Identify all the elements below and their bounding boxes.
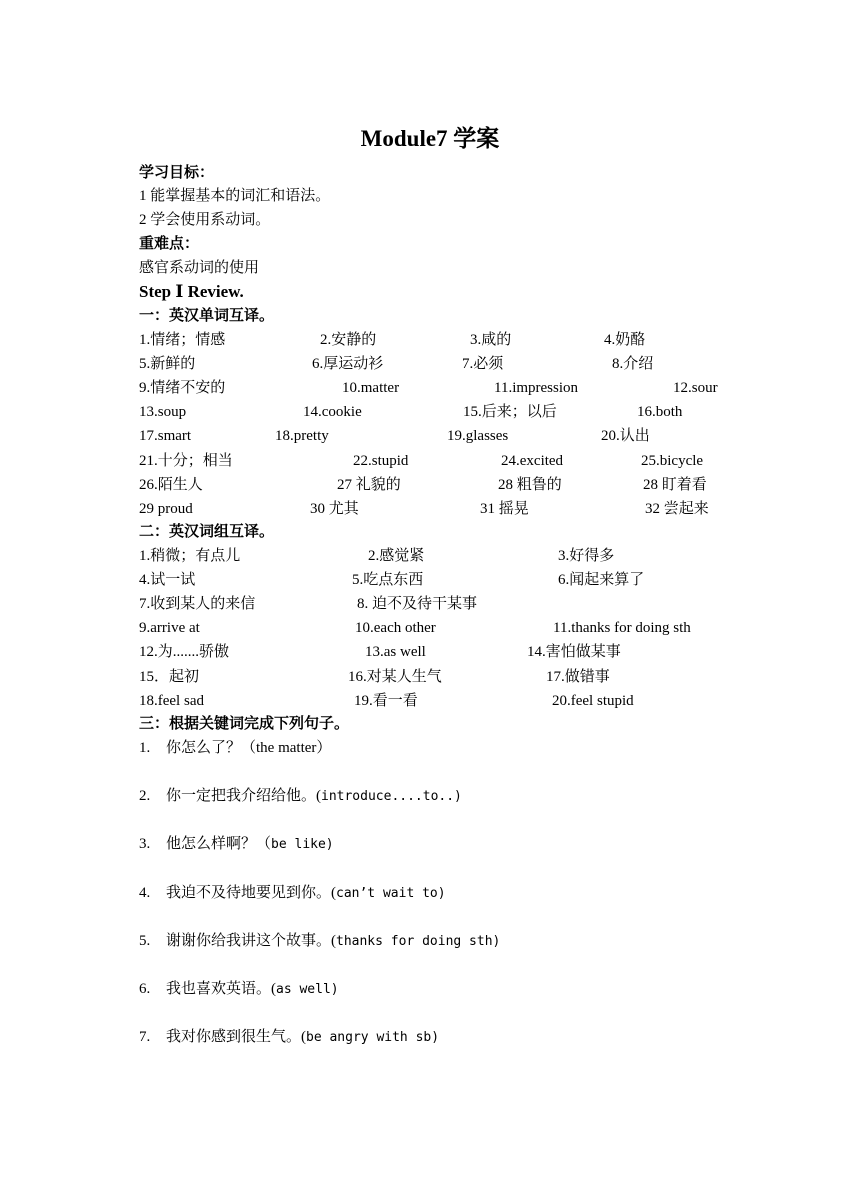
sentence-number: 1. (139, 740, 151, 756)
phrase-item: 19.看一看 (354, 692, 418, 709)
word-item: 11.impression (494, 380, 579, 397)
phrase-item: 1.稍微；有点儿 (139, 548, 241, 564)
word-item: 1.情绪；情感 (139, 332, 226, 348)
step-heading: Step Ⅰ Review. (139, 282, 244, 301)
word-item: 26.陌生人 (139, 476, 203, 493)
word-item: 2.安静的 (320, 332, 377, 348)
phrase-item: 7.收到某人的来信 (139, 596, 256, 613)
sentence-keyword-hint: introduce....to..) (321, 789, 462, 805)
word-item: 8.介绍 (612, 356, 654, 373)
word-item: 21.十分；相当 (139, 452, 233, 469)
sentence-chinese: 我对你感到很生气。( (166, 1029, 306, 1046)
phrase-item: 15．起初 (139, 668, 200, 685)
word-item: 29 proud (139, 500, 193, 517)
goal-1: 1 能掌握基本的词汇和语法。 (139, 188, 331, 204)
word-item: 4.奶酪 (604, 332, 646, 348)
sentence-number: 6. (139, 981, 151, 997)
phrase-item: 5.吃点东西 (352, 572, 424, 589)
word-item: 28 盯着看 (643, 476, 707, 493)
word-item: 14.cookie (303, 404, 362, 421)
word-item: 7.必须 (462, 356, 504, 373)
sentence-chinese: 你一定把我介绍给他。( (166, 788, 321, 805)
phrase-item: 6.闻起来算了 (558, 572, 645, 589)
word-item: 9.情绪不安的 (139, 380, 226, 397)
word-item: 27 礼貌的 (337, 476, 401, 493)
phrase-item: 11.thanks for doing sth (553, 620, 691, 637)
sentence-chinese: 他怎么样啊？（ (166, 836, 272, 853)
sentence-prompt (166, 979, 339, 1000)
phrase-item: 16.对某人生气 (348, 668, 442, 685)
sentence-prompt (166, 883, 446, 904)
sentence-chinese: 你怎么了？（ (166, 740, 257, 756)
word-item: 32 尝起来 (645, 500, 709, 517)
sentence-keyword-hint: be angry with sb) (306, 1030, 440, 1046)
sentence-chinese: 谢谢你给我讲这个故事。( (166, 932, 336, 949)
word-item: 5.新鲜的 (139, 356, 196, 373)
sentence-number: 2. (139, 788, 151, 805)
sentence-prompt (166, 931, 500, 952)
key-heading: 重难点： (139, 236, 200, 252)
phrase-item: 2.感觉紧 (368, 548, 425, 564)
sentence-prompt (166, 1027, 439, 1048)
phrase-item: 20.feel stupid (552, 692, 634, 709)
word-item: 24.excited (501, 452, 564, 469)
phrase-item: 4.试一试 (139, 572, 196, 589)
word-item: 6.厚运动衫 (312, 356, 384, 373)
sentence-keyword-hint: can’t wait to) (336, 885, 446, 901)
phrase-item: 13.as well (365, 644, 426, 661)
phrase-item: 12.为.......骄傲 (139, 644, 230, 661)
sentence-prompt (166, 738, 331, 758)
word-item: 22.stupid (353, 452, 409, 469)
word-item: 15.后来；以后 (463, 404, 557, 421)
sentence-number: 3. (139, 836, 151, 853)
word-item: 30 尤其 (310, 500, 359, 517)
sentence-keyword-hint: the matter） (256, 740, 332, 756)
sentence-chinese: 我迫不及待地要见到你。( (166, 884, 336, 901)
word-item: 28 粗鲁的 (498, 476, 562, 493)
word-item: 10.matter (342, 380, 400, 397)
part3-heading: 三：根据关键词完成下列句子。 (139, 716, 350, 732)
word-item: 17.smart (139, 428, 192, 445)
sentence-keyword-hint: thanks for doing sth) (336, 933, 501, 949)
sentence-number: 7. (139, 1029, 151, 1046)
phrase-item: 3.好得多 (558, 548, 615, 564)
word-item: 12.sour (673, 380, 718, 397)
word-item: 31 摇晃 (480, 500, 529, 517)
sentence-number: 5. (139, 932, 151, 949)
sentence-keyword-hint: as well) (276, 982, 339, 997)
phrase-item: 14.害怕做某事 (527, 644, 621, 661)
phrase-item: 10.each other (355, 620, 436, 637)
word-item: 3.咸的 (470, 332, 512, 348)
word-item: 13.soup (139, 404, 187, 421)
goals-heading: 学习目标： (139, 165, 215, 181)
sentence-prompt (166, 786, 462, 807)
word-item: 25.bicycle (641, 452, 704, 469)
phrase-item: 17.做错事 (546, 668, 610, 685)
sentence-number: 4. (139, 884, 151, 901)
goal-2: 2 学会使用系动词。 (139, 212, 271, 228)
part1-heading: 一：英汉单词互译。 (139, 308, 275, 324)
key-text: 感官系动词的使用 (139, 260, 260, 276)
sentence-keyword-hint: be like) (271, 837, 334, 853)
word-item: 18.pretty (275, 428, 329, 445)
phrase-item: 9.arrive at (139, 620, 200, 637)
phrase-item: 8. 迫不及待干某事 (357, 596, 478, 613)
word-item: 20.认出 (601, 428, 650, 445)
part2-heading: 二：英汉词组互译。 (139, 524, 275, 540)
sentence-chinese: 我也喜欢英语。( (166, 981, 276, 997)
sentence-prompt (166, 834, 334, 855)
page-title: Module7 学案 (360, 126, 500, 151)
word-item: 16.both (637, 404, 683, 421)
word-item: 19.glasses (447, 428, 509, 445)
phrase-item: 18.feel sad (139, 692, 204, 709)
